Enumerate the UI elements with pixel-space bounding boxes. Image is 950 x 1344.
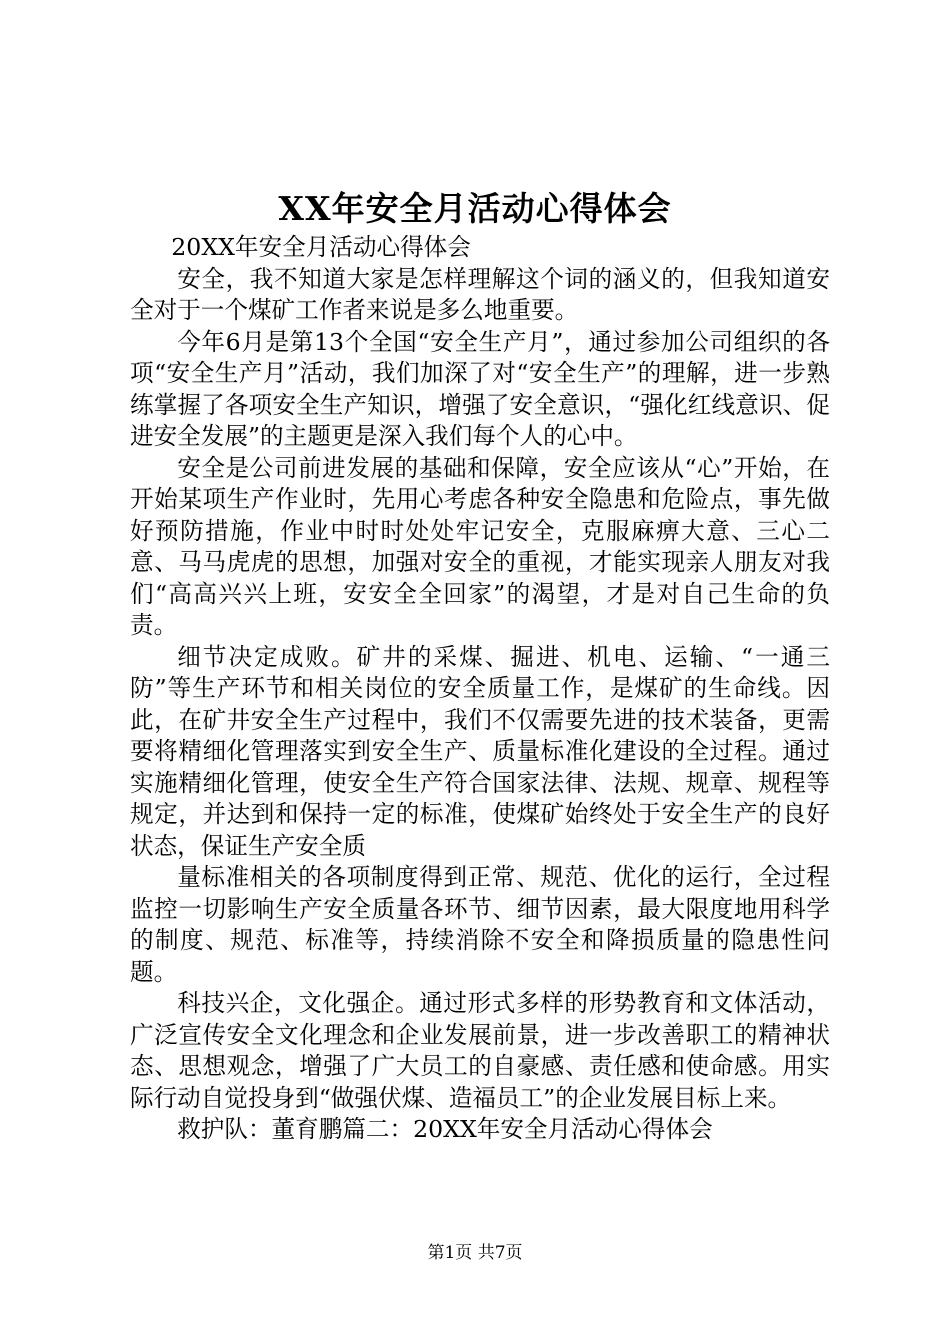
document-body bbox=[130, 232, 830, 1146]
paragraph: 量标准相关的各项制度得到正常、规范、优化的运行，全过程监控一切影响生产安全质量各环节、细节因素，最大限度地用科学的制度、规范、标准等，持续消除不安全和降损质量的隐患性问题。 bbox=[130, 863, 830, 986]
paragraph: 细节决定成败。矿井的采煤、掘进、机电、运输、“一通三防”等生产环节和相关岗位的安全质量工作，是煤矿的生命线。因此，在矿井安全生产过程中，我们不仅需要先进的技术装备，更需要将精细化管理落实到安全生产、质量标准化建设的全过程。通过实施精细化管理，使安全生产符合国家法律、法规、规章、规程等规定，并达到和保持一定的标准，使煤矿始终处于安全生产的良好状态，保证生产安全质 bbox=[130, 642, 830, 860]
paragraph: 救护队：董育鹏篇二：20XX年安全月活动心得体会 bbox=[177, 1115, 713, 1143]
paragraph-subtitle: 20XX年安全月活动心得体会 bbox=[171, 233, 471, 261]
paragraph: 今年6月是第13个全国“安全生产月”，通过参加公司组织的各项“安全生产月”活动，我们加深了对“安全生产”的理解，进一步熟练掌握了各项安全生产知识，增强了安全意识，“强化红线意识、促进安全发展”的主题更是深入我们每个人的心中。 bbox=[130, 327, 830, 450]
page-number-footer: 第1页 共7页 bbox=[427, 1243, 523, 1263]
paragraph: 安全是公司前进发展的基础和保障，安全应该从“心”开始，在开始某项生产作业时，先用心考虑各种安全隐患和危险点，事先做好预防措施，作业中时时处处牢记安全，克服麻痹大意、三心二意、马马虎虎的思想，加强对安全的重视，才能实现亲人朋友对我们“高高兴兴上班，安安全全回家”的渴望，才是对自己生命的负责。 bbox=[130, 453, 830, 639]
paragraph: 科技兴企，文化强企。通过形式多样的形势教育和文体活动，广泛宣传安全文化理念和企业发展前景，进一步改善职工的精神状态、思想观念，增强了广大员工的自豪感、责任感和使命感。用实际行动自觉投身到“做强伏煤、造福员工”的企业发展目标上来。 bbox=[130, 989, 830, 1112]
paragraph: 安全，我不知道大家是怎样理解这个词的涵义的，但我知道安全对于一个煤矿工作者来说是多么地重要。 bbox=[130, 264, 830, 324]
document-title: XX年安全月活动心得体会 bbox=[278, 189, 672, 228]
